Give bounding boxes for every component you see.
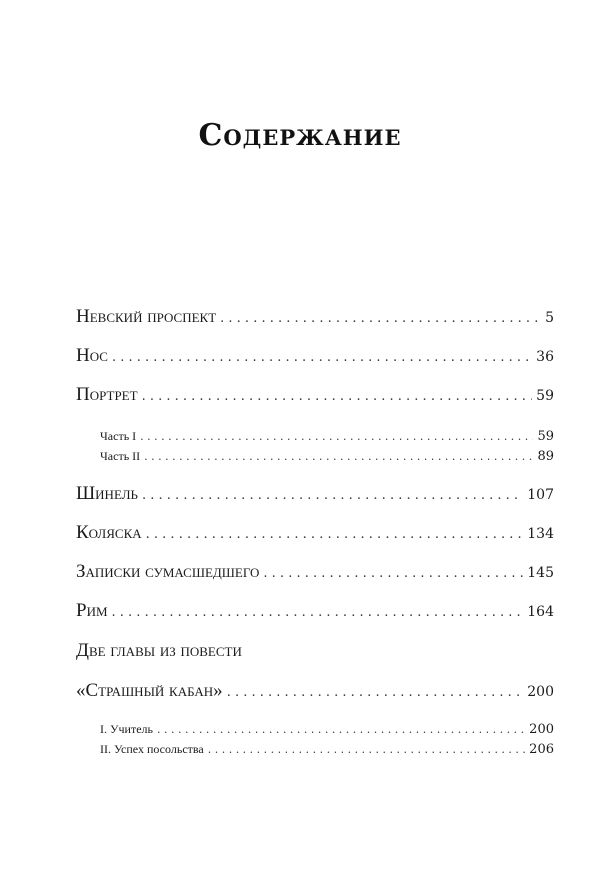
dot-leader bbox=[142, 488, 523, 503]
toc-entry-label: Невский проспект bbox=[76, 306, 217, 327]
dot-leader bbox=[144, 450, 533, 463]
dot-leader bbox=[112, 350, 532, 365]
toc-subentry-uchitel bbox=[100, 722, 554, 737]
toc-entry-page: 107 bbox=[527, 487, 554, 503]
dot-leader bbox=[208, 743, 525, 756]
toc-entry-rim bbox=[76, 600, 554, 622]
dot-leader bbox=[112, 605, 524, 620]
dot-leader bbox=[146, 527, 524, 542]
page-title: Содержание bbox=[198, 118, 402, 153]
toc-entry-page: 145 bbox=[527, 565, 554, 581]
toc-entry-page: 200 bbox=[529, 722, 554, 737]
toc-entry-label: Записки сумасшедшего bbox=[76, 561, 260, 582]
toc-subentry-uspekh bbox=[100, 742, 554, 757]
toc-entry-kaban bbox=[76, 680, 554, 702]
toc-entry-label: Две главы из повести bbox=[76, 640, 242, 661]
toc-entry-label: Портрет bbox=[76, 384, 138, 405]
toc-entry-page: 5 bbox=[545, 310, 554, 326]
toc-entry-label: I. Учитель bbox=[100, 722, 153, 736]
toc-entry-zapiski bbox=[76, 561, 554, 583]
toc-entry-page: 36 bbox=[536, 349, 554, 365]
toc-entry-page: 59 bbox=[536, 388, 554, 404]
toc-entry-label: «Страшный кабан» bbox=[76, 680, 223, 701]
toc-entry-label: II. Успех посольства bbox=[100, 742, 204, 756]
toc-entry-page: 59 bbox=[537, 429, 554, 444]
toc-entry-portret bbox=[76, 384, 554, 406]
toc-entry-label: Рим bbox=[76, 600, 108, 621]
dot-leader bbox=[140, 430, 533, 443]
dot-leader bbox=[227, 685, 524, 700]
toc-entry-nos bbox=[76, 345, 554, 367]
toc-entry-page: 200 bbox=[527, 684, 554, 700]
toc-entry-page: 134 bbox=[527, 526, 554, 542]
toc-entry-kolyaska bbox=[76, 522, 554, 544]
toc-entry-label: Шинель bbox=[76, 483, 138, 504]
toc-subentry-portret-part1 bbox=[100, 429, 554, 444]
dot-leader bbox=[142, 389, 533, 404]
toc-entry-label: Часть II bbox=[100, 449, 141, 463]
toc-entry-label: Коляска bbox=[76, 522, 142, 543]
toc-subentry-portret-part2 bbox=[100, 449, 554, 464]
dot-leader bbox=[220, 311, 541, 326]
dot-leader bbox=[263, 566, 523, 581]
toc-entry-page: 206 bbox=[529, 742, 554, 757]
toc-entry-label: Нос bbox=[76, 345, 108, 366]
dot-leader bbox=[157, 723, 525, 736]
toc-entry-dve-glavy bbox=[76, 640, 554, 662]
toc-entry-page: 164 bbox=[527, 604, 554, 620]
toc-entry-page: 89 bbox=[537, 449, 554, 464]
toc-entry-nevsky bbox=[76, 306, 554, 328]
toc-entry-label: Часть I bbox=[100, 429, 137, 443]
toc-entry-shinel bbox=[76, 483, 554, 505]
